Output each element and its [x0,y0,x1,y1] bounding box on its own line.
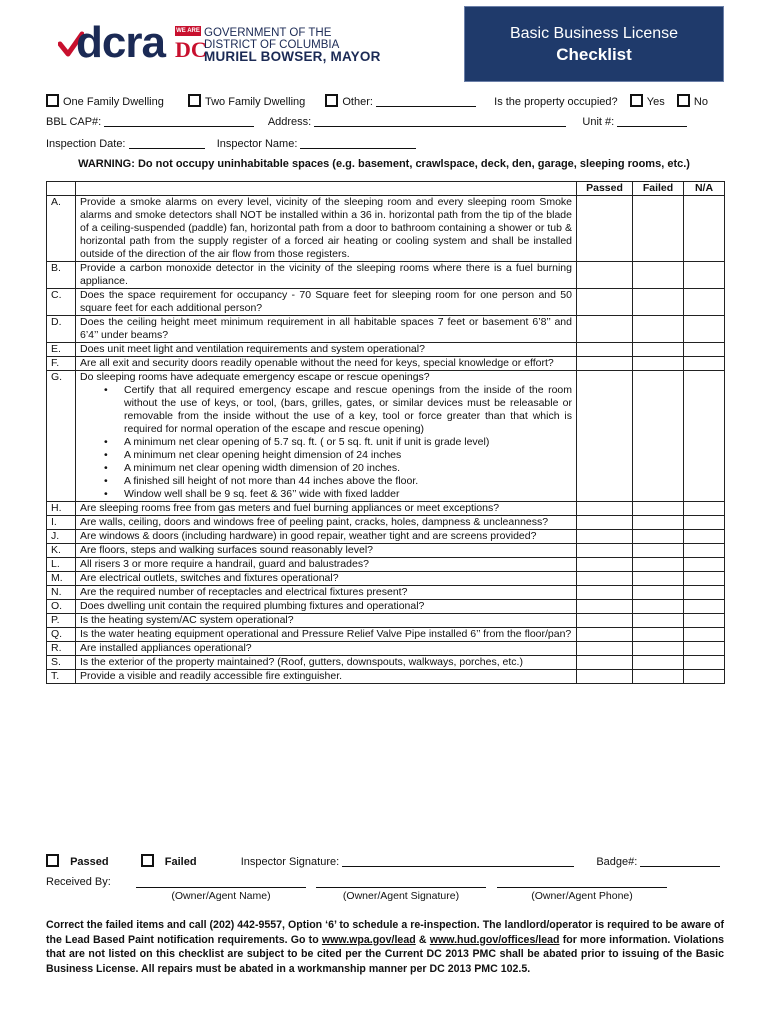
title-line2: Checklist [556,45,632,64]
table-row [47,614,725,628]
row-failed-cell[interactable] [633,586,684,600]
inspector-signature-label: Inspector Signature: [240,856,340,868]
table-row [47,262,725,289]
row-question [76,357,577,371]
row-question-text: Is the heating system/AC system operational? [80,614,294,626]
row-question [76,642,577,656]
row-question-text: Is the exterior of the property maintained? (Roof, gutters, downspouts, walkways, porches, etc.) [80,656,523,668]
table-row [47,628,725,642]
row-letter: Q. [47,628,76,642]
row-passed-cell[interactable] [577,343,633,357]
header-na: N/A [684,182,725,196]
row-question-text: Does unit meet light and ventilation requirements and system operational? [80,343,425,355]
warning-text: WARNING: Do not occupy uninhabitable spaces (e.g. basement, crawlspace, deck, den, garage, sleeping rooms, etc.) [78,158,690,170]
inspector-signature-field[interactable] [342,856,574,867]
other-field[interactable] [376,96,476,107]
row-passed-cell[interactable] [577,196,633,262]
row-bullet-item: • Window well shall be 9 sq. feet & 36’’ wide with fixed ladder [102,488,572,501]
failed-checkbox[interactable] [141,854,154,867]
table-row [47,530,725,544]
row-na-cell[interactable] [684,316,725,343]
row-question [76,502,577,516]
received-by-label: Received By: [46,876,111,888]
row-bullet-item: • A minimum net clear opening width dimension of 20 inches. [102,462,572,475]
row-question-text: Does the space requirement for occupancy - 70 Square feet for sleeping room for one person and 50 square feet for each additional person? [80,289,572,314]
row-na-cell[interactable] [684,586,725,600]
row-passed-cell[interactable] [577,516,633,530]
row-passed-cell[interactable] [577,530,633,544]
row-letter: R. [47,642,76,656]
seal-top-text: WE ARE [176,28,200,34]
unit-label: Unit #: [582,116,615,128]
inspection-row [46,138,416,150]
row-question [76,530,577,544]
table-row [47,502,725,516]
checklist-table [46,181,725,684]
row-question [76,343,577,357]
checklist-body [47,196,725,684]
address-row [46,116,687,128]
row-question-text: Are all exit and security doors readily openable without the need for keys, special knowledge or effort? [80,357,554,369]
row-na-cell[interactable] [684,371,725,502]
row-failed-cell[interactable] [633,614,684,628]
table-row [47,371,725,502]
inspector-name-label: Inspector Name: [216,138,298,150]
row-letter: C. [47,289,76,316]
row-passed-cell[interactable] [577,586,633,600]
row-failed-cell[interactable] [633,343,684,357]
row-question [76,572,577,586]
footer-part1: Correct the failed items and call (202) 442-9557, Option ‘6’ to schedule a re-inspection. The landlord/operator is required to be aware of the Lead Based Paint notification requirements. Go to [46,919,724,946]
row-question-text: Does the ceiling height meet minimum requirement in all habitable spaces 7 feet or basement 6’8’’ and 6’4’’ under beams? [80,316,572,341]
yes-label: Yes [646,96,665,108]
gov-mayor: MURIEL BOWSER, MAYOR [204,49,381,64]
other-checkbox[interactable] [325,94,338,107]
owner-signature-field[interactable] [316,887,486,888]
dwelling-type-row [46,94,708,108]
lead-link-wpa[interactable]: www.wpa.gov/lead [321,933,416,946]
received-row [46,876,111,888]
row-question [76,289,577,316]
dc-seal [175,26,207,64]
row-passed-cell[interactable] [577,544,633,558]
row-bullet-item: • A minimum net clear opening of 5.7 sq. ft. ( or 5 sq. ft. unit if unit is grade level) [102,436,572,449]
title-line1: Basic Business License [509,25,679,42]
row-na-cell[interactable] [684,262,725,289]
row-failed-cell[interactable] [633,316,684,343]
row-passed-cell[interactable] [577,371,633,502]
badge-label: Badge#: [596,856,638,868]
row-question [76,262,577,289]
table-row [47,544,725,558]
gov-line1: GOVERNMENT OF THE [204,27,332,39]
row-failed-cell[interactable] [633,357,684,371]
row-letter: J. [47,530,76,544]
bbl-field[interactable] [104,116,254,127]
badge-field[interactable] [640,856,720,867]
one-family-label: One Family Dwelling [63,96,164,108]
row-na-cell[interactable] [684,289,725,316]
table-row [47,558,725,572]
no-checkbox[interactable] [677,94,690,107]
row-letter: K. [47,544,76,558]
owner-phone-caption: (Owner/Agent Phone) [531,890,633,902]
row-letter: S. [47,656,76,670]
header-failed: Failed [633,182,684,196]
inspection-date-field[interactable] [129,138,205,149]
row-na-cell[interactable] [684,628,725,642]
table-row [47,642,725,656]
address-field[interactable] [314,116,566,127]
table-row [47,196,725,262]
yes-checkbox[interactable] [630,94,643,107]
row-passed-cell[interactable] [577,614,633,628]
address-label: Address: [267,116,312,128]
row-passed-cell[interactable] [577,600,633,614]
row-question [76,586,577,600]
row-letter: I. [47,516,76,530]
dcra-logo-text: dcra [76,18,165,67]
row-bullet-item: • Certify that all required emergency escape and rescue openings from the inside of the room without the use of keys, or tool, (bars, grilles, gates, or similar devices must be releasable or removable from the inside without the use of a key, tool or force greater than that which is required for normal operation of the escape and rescue opening) [102,384,572,436]
row-letter: A. [47,196,76,262]
row-passed-cell[interactable] [577,316,633,343]
row-passed-cell[interactable] [577,670,633,684]
row-na-cell[interactable] [684,572,725,586]
bbl-label: BBL CAP#: [46,116,102,128]
table-row [47,656,725,670]
row-question [76,544,577,558]
row-question [76,316,577,343]
row-letter: G. [47,371,76,502]
row-failed-cell[interactable] [633,516,684,530]
row-question-text: Are electrical outlets, switches and fixtures operational? [80,572,339,584]
table-row [47,670,725,684]
row-na-cell[interactable] [684,614,725,628]
row-question [76,371,577,502]
row-question-text: Are floors, steps and walking surfaces sound reasonably level? [80,544,373,556]
row-failed-cell[interactable] [633,558,684,572]
row-na-cell[interactable] [684,670,725,684]
row-letter: E. [47,343,76,357]
row-question [76,558,577,572]
row-letter: N. [47,586,76,600]
row-passed-cell[interactable] [577,656,633,670]
passed-checkbox[interactable] [46,854,59,867]
row-letter: O. [47,600,76,614]
row-question-text: Are installed appliances operational? [80,642,252,654]
row-na-cell[interactable] [684,343,725,357]
row-failed-cell[interactable] [633,544,684,558]
row-na-cell[interactable] [684,544,725,558]
other-label: Other: [342,96,373,108]
row-question [76,614,577,628]
row-question-text: Does dwelling unit contain the required plumbing fixtures and operational? [80,600,425,612]
row-letter: B. [47,262,76,289]
row-question [76,516,577,530]
row-question-text: Are walls, ceiling, doors and windows free of peeling paint, cracks, holes, dampness & uncleanness? [80,516,549,528]
owner-phone-field[interactable] [497,887,667,888]
row-passed-cell[interactable] [577,289,633,316]
row-passed-cell[interactable] [577,262,633,289]
row-failed-cell[interactable] [633,196,684,262]
row-bullet-item: • A finished sill height of not more than 44 inches above the floor. [102,475,572,488]
row-na-cell[interactable] [684,196,725,262]
lead-link-hud[interactable]: www.hud.gov/offices/lead [429,933,560,946]
table-row [47,600,725,614]
row-bullet-item: • A minimum net clear opening height dimension of 24 inches [102,449,572,462]
owner-name-field[interactable] [136,887,306,888]
table-row [47,357,725,371]
failed-label: Failed [164,856,197,868]
row-na-cell[interactable] [684,530,725,544]
two-family-checkbox[interactable] [188,94,201,107]
occupied-label: Is the property occupied? [494,96,618,108]
row-question-text: Provide a visible and readily accessible fire extinguisher. [80,670,343,682]
table-row [47,516,725,530]
table-row [47,343,725,357]
government-text [204,27,381,63]
no-label: No [693,96,708,108]
row-failed-cell[interactable] [633,572,684,586]
table-row [47,316,725,343]
row-na-cell[interactable] [684,502,725,516]
row-failed-cell[interactable] [633,262,684,289]
table-row [47,586,725,600]
header-letter [47,182,76,196]
row-letter: F. [47,357,76,371]
unit-field[interactable] [617,116,687,127]
row-failed-cell[interactable] [633,371,684,502]
row-na-cell[interactable] [684,357,725,371]
table-row [47,289,725,316]
row-letter: M. [47,572,76,586]
row-letter: P. [47,614,76,628]
row-failed-cell[interactable] [633,502,684,516]
row-question [76,196,577,262]
row-question-text: Do sleeping rooms have adequate emergency escape or rescue openings? [80,371,430,383]
owner-signature-caption: (Owner/Agent Signature) [342,890,460,902]
title-box [464,6,724,82]
row-failed-cell[interactable] [633,670,684,684]
row-na-cell[interactable] [684,656,725,670]
one-family-checkbox[interactable] [46,94,59,107]
row-failed-cell[interactable] [633,289,684,316]
row-na-cell[interactable] [684,516,725,530]
row-passed-cell[interactable] [577,357,633,371]
row-question-text: Is the water heating equipment operational and Pressure Relief Valve Pipe installed 6’’ from the floor/pan? [80,628,572,640]
gov-line2: DISTRICT OF COLUMBIA [204,39,340,51]
row-failed-cell[interactable] [633,642,684,656]
row-na-cell[interactable] [684,558,725,572]
inspector-name-field[interactable] [300,138,416,149]
row-question-text: Are sleeping rooms free from gas meters and fuel burning appliances or meet exceptions? [80,502,500,514]
row-question-text: Are windows & doors (including hardware) in good repair, weather tight and are screens provided? [80,530,537,542]
row-letter: H. [47,502,76,516]
row-question [76,628,577,642]
row-passed-cell[interactable] [577,628,633,642]
inspection-date-label: Inspection Date: [46,138,126,150]
row-letter: T. [47,670,76,684]
row-failed-cell[interactable] [633,656,684,670]
seal-dc-letters: DC [175,37,207,62]
footer-amp: & [415,933,430,946]
row-letter: L. [47,558,76,572]
row-na-cell[interactable] [684,600,725,614]
row-passed-cell[interactable] [577,642,633,656]
two-family-label: Two Family Dwelling [205,96,306,108]
footer-part2: for more information. Violations that are not listed on this checklist are subject to be cited per the Current DC 2013 PMC shall be abated prior to issuing of the Basic Business License. All repairs must be abated in a workmanship manner per DC 2013 PMC 102.5. [46,933,725,975]
row-question [76,656,577,670]
header-question [76,182,577,196]
row-question-text: All risers 3 or more require a handrail, guard and balustrades? [80,558,369,570]
row-question [76,600,577,614]
row-na-cell[interactable] [684,642,725,656]
row-passed-cell[interactable] [577,572,633,586]
row-question-text: Provide a carbon monoxide detector in the vicinity of the sleeping rooms where there is a fuel burning appliance. [80,262,572,287]
row-question-text: Are the required number of receptacles and electrical fixtures present? [80,586,408,598]
row-bullet-list [80,384,572,501]
passed-label: Passed [70,856,109,868]
row-passed-cell[interactable] [577,558,633,572]
row-failed-cell[interactable] [633,628,684,642]
row-question-text: Provide a smoke alarms on every level, vicinity of the sleeping room and every sleeping room Smoke alarms and smoke detectors shall NOT be installed within a 36 in. horizontal path from the tip of the blade of a ceiling-suspended (paddle) fan, horizontal path from a door to bathroom containing a shower or tub & horizontal path from the supply register of a forced air heating or cooling system and shall be installed outside of the direction of the air flow from those registers. [80,196,572,260]
table-row [47,572,725,586]
page-header [0,0,768,90]
row-question [76,670,577,684]
table-header-row [47,182,725,196]
header-passed: Passed [577,182,633,196]
row-letter: D. [47,316,76,343]
result-row [46,854,720,868]
footer-note [46,918,724,976]
row-passed-cell[interactable] [577,502,633,516]
row-failed-cell[interactable] [633,600,684,614]
owner-name-caption: (Owner/Agent Name) [171,890,271,902]
row-failed-cell[interactable] [633,530,684,544]
